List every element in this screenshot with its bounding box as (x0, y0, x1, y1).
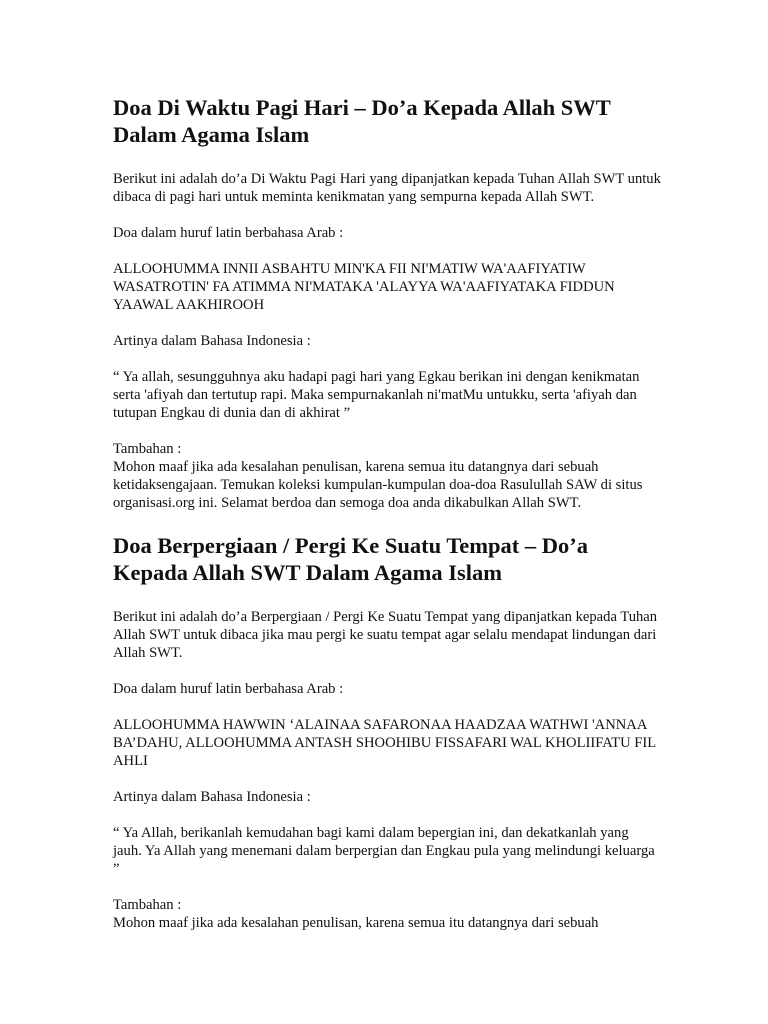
meaning-text: “ Ya allah, sesungguhnya aku hadapi pagi hari yang Egkau berikan ini dengan kenikmatan serta 'afiyah dan tertutup rapi. Maka sempurnakanlah ni'matMu untukku, serta 'afiyah dan tutupan Engkau di dunia dan di akhirat ” (113, 369, 640, 421)
section-title: Doa Berpergiaan / Pergi Ke Suatu Tempat – Do’a Kepada Allah SWT Dalam Agama Islam (113, 533, 588, 585)
section-morning-prayer (113, 94, 661, 512)
extra-label: Tambahan : (113, 897, 182, 913)
document-page (113, 94, 661, 932)
intro-paragraph: Berikut ini adalah do’a Di Waktu Pagi Hari yang dipanjatkan kepada Tuhan Allah SWT untuk dibaca di pagi hari untuk meminta kenikmatan yang sempurna kepada Allah SWT. (113, 171, 661, 205)
latin-label: Doa dalam huruf latin berbahasa Arab : (113, 681, 344, 697)
extra-label: Tambahan : (113, 441, 182, 457)
extra-text: Mohon maaf jika ada kesalahan penulisan, karena semua itu datangnya dari sebuah ketidaksengajaan. Temukan koleksi kumpulan-kumpulan doa-doa Rasulullah SAW di situs organisasi.org ini. Selamat berdoa dan semoga doa anda dikabulkan Allah SWT. (113, 459, 643, 511)
section-travel-prayer (113, 532, 661, 932)
latin-text: ALLOOHUMMA HAWWIN ‘ALAINAA SAFARONAA HAADZAA WATHWI 'ANNAA BA’DAHU, ALLOOHUMMA ANTASH SHOOHIBU FISSAFARI WAL KHOLIIFATU FIL AHLI (113, 717, 656, 769)
latin-text: ALLOOHUMMA INNII ASBAHTU MIN'KA FII NI'MATIW WA'AAFIYATIW WASATROTIN' FA ATIMMA NI'MATAKA 'ALAYYA WA'AAFIYATAKA FIDDUN YAAWAL AAKHIROOH (113, 261, 615, 313)
latin-label: Doa dalam huruf latin berbahasa Arab : (113, 225, 344, 241)
extra-text: Mohon maaf jika ada kesalahan penulisan, karena semua itu datangnya dari sebuah (113, 915, 599, 931)
intro-paragraph: Berikut ini adalah do’a Berpergiaan / Pergi Ke Suatu Tempat yang dipanjatkan kepada Tuhan Allah SWT untuk dibaca jika mau pergi ke suatu tempat agar selalu mendapat lindungan dari Allah SWT. (113, 609, 658, 661)
meaning-text: “ Ya Allah, berikanlah kemudahan bagi kami dalam bepergian ini, dan dekatkanlah yang jauh. Ya Allah yang menemani dalam berpergian dan Engkau pula yang melindungi keluarga ” (113, 825, 655, 877)
meaning-label: Artinya dalam Bahasa Indonesia : (113, 333, 311, 349)
section-title: Doa Di Waktu Pagi Hari – Do’a Kepada Allah SWT Dalam Agama Islam (113, 95, 611, 147)
meaning-label: Artinya dalam Bahasa Indonesia : (113, 789, 311, 805)
